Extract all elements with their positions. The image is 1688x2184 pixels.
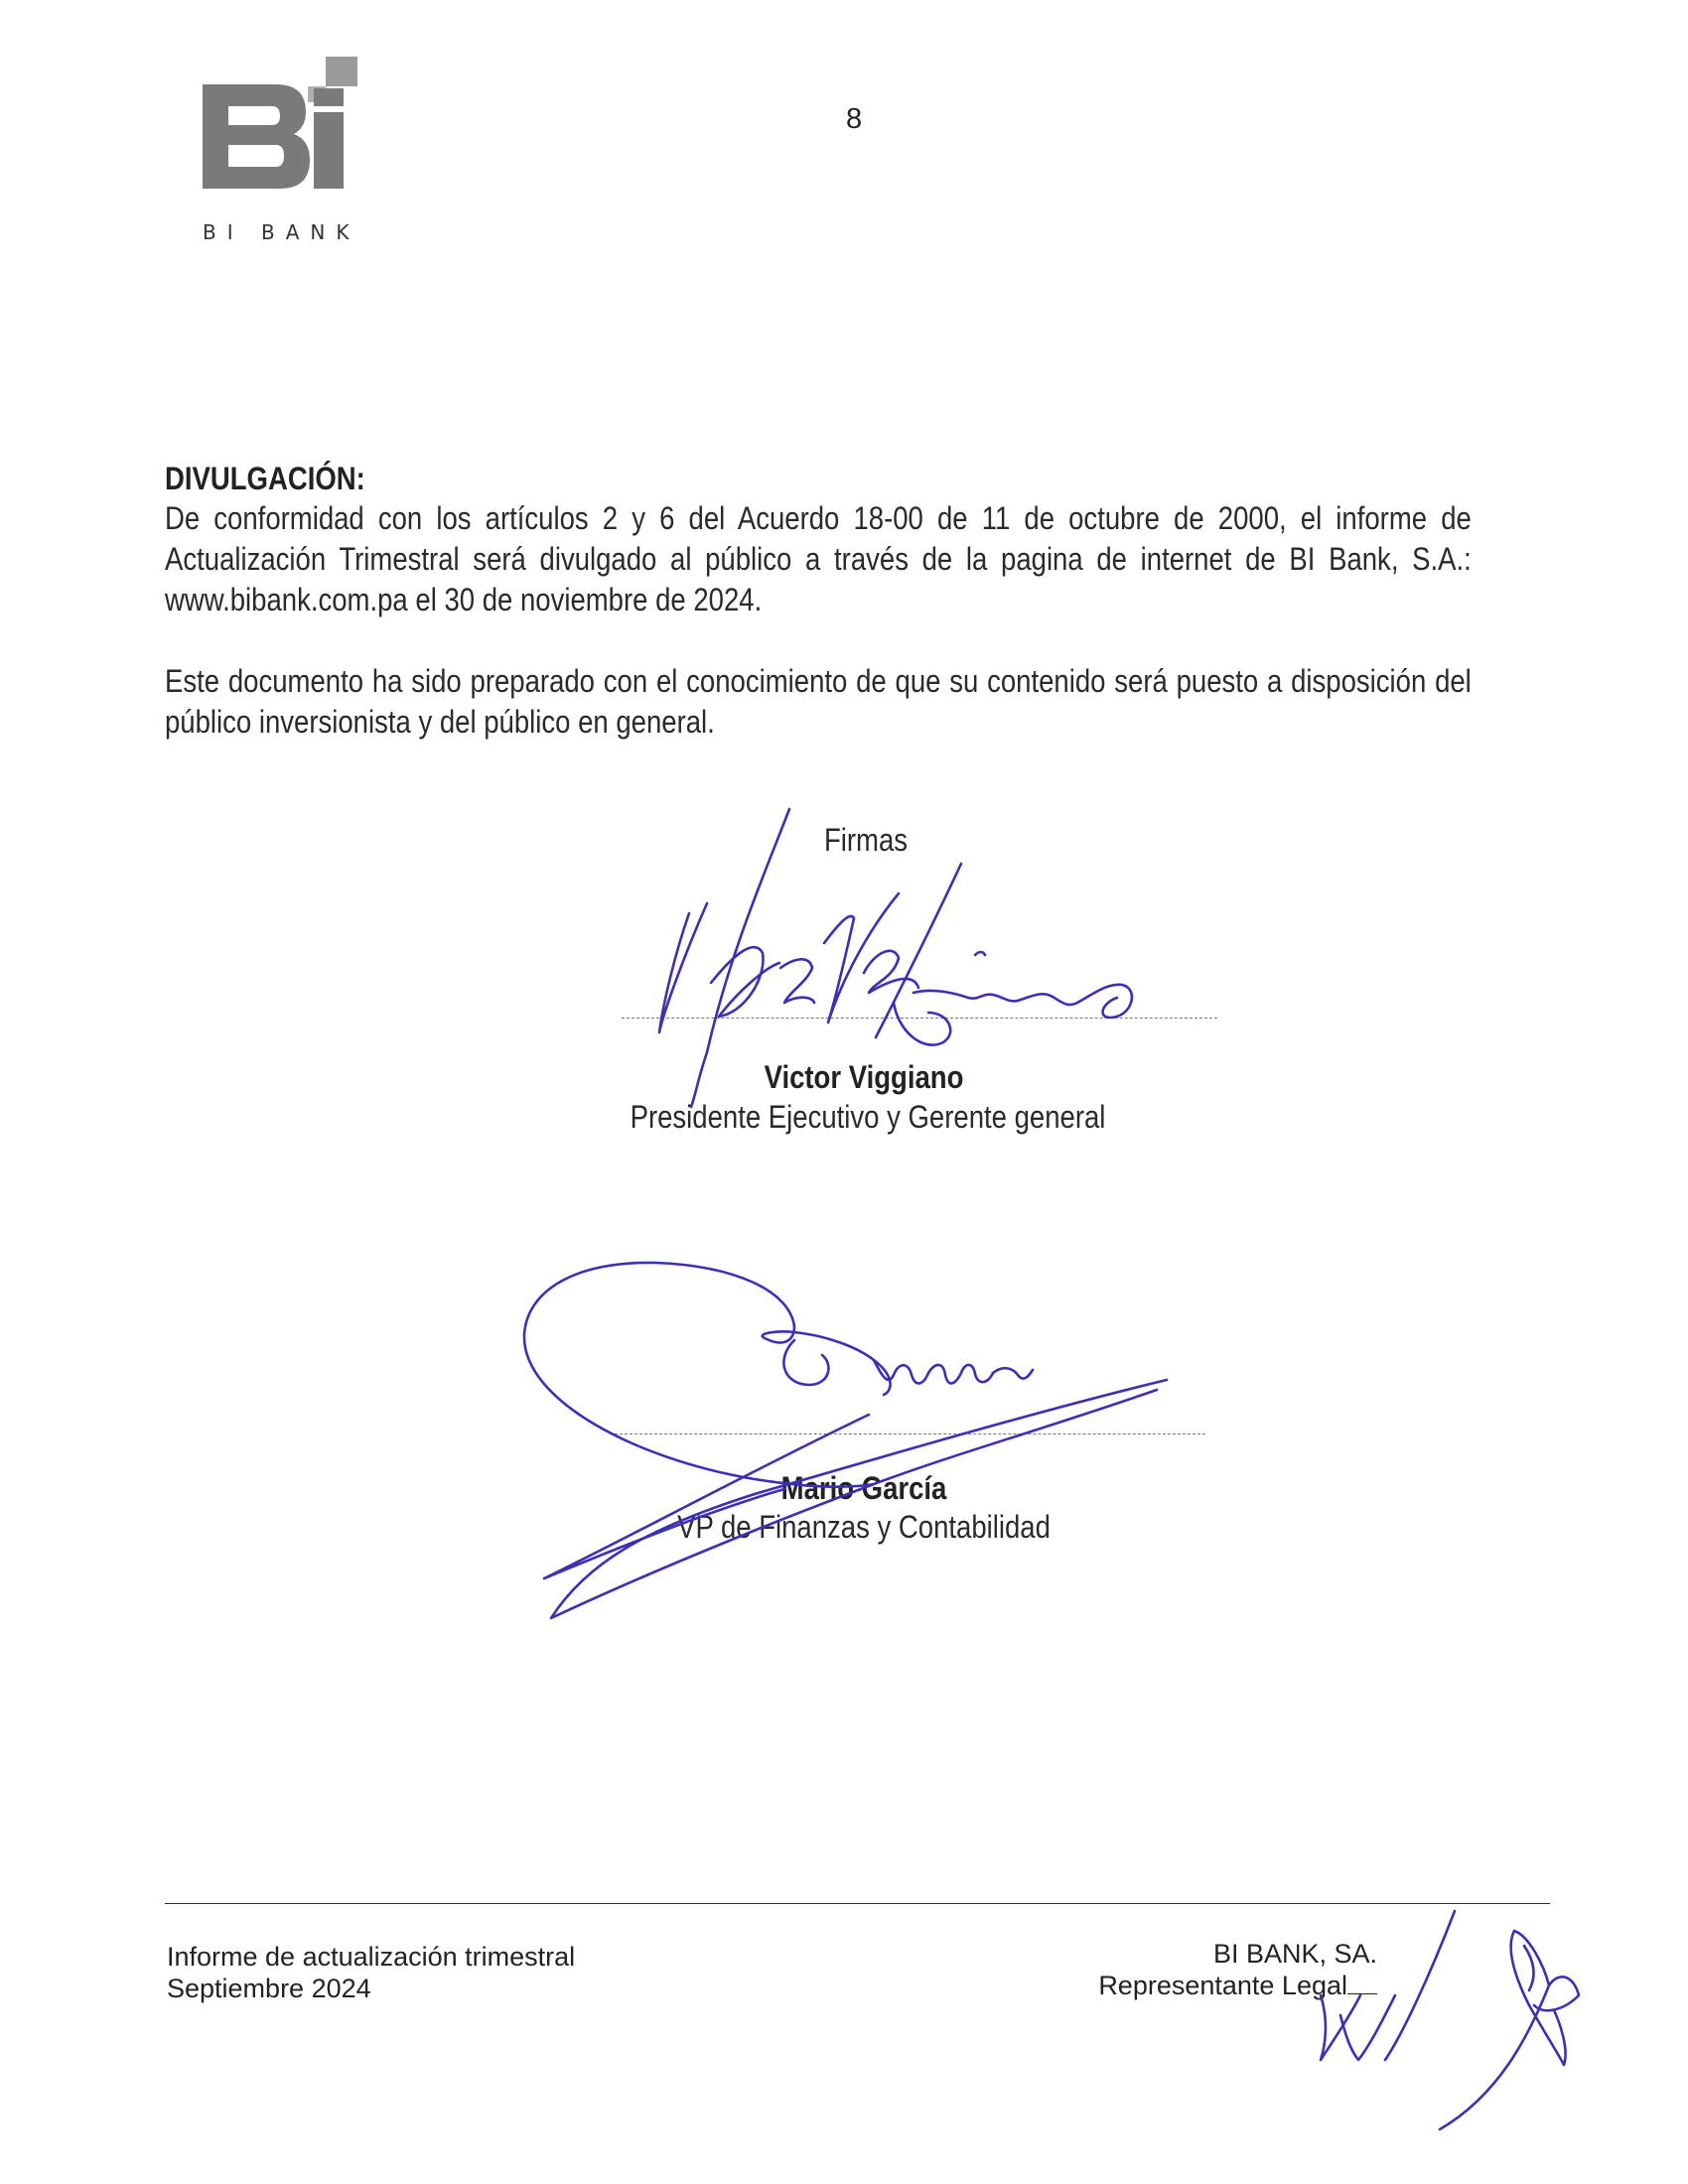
footer-period: Septiembre 2024 bbox=[167, 1974, 371, 2003]
page-number: 8 bbox=[846, 103, 863, 135]
signature-line-1 bbox=[622, 1018, 1217, 1019]
footer-company: BI BANK, SA. bbox=[1212, 1939, 1377, 1969]
signer-2-title: VP de Finanzas y Contabilidad bbox=[677, 1509, 1051, 1545]
footer-legal-rep-label: Representante Legal bbox=[1098, 1971, 1347, 2000]
disclosure-paragraph: De conformidad con los artículos 2 y 6 del Acuerdo 18-00 de 11 de octubre de 2000, el informe de Actualización Trimestral será divulgado al público a través de la pagina de internet de BI Bank, S.A.: www.bibank.com.pa el 30 de noviembre de 2024. bbox=[165, 500, 1472, 617]
footer-report-title: Informe de actualización trimestral bbox=[167, 1942, 576, 1972]
footer-right bbox=[1098, 1938, 1377, 2001]
section-heading: DIVULGACIÓN: bbox=[165, 461, 365, 496]
logo-caption: BI BANK bbox=[203, 220, 360, 244]
availability-paragraph: Este documento ha sido preparado con el conocimiento de que su contenido será puesto a disposición del público inversionista y del público en general. bbox=[165, 663, 1472, 740]
signature-2-ink bbox=[524, 1263, 1167, 1618]
footer-rule bbox=[165, 1903, 1550, 1904]
signer-2-name: Mario García bbox=[780, 1470, 947, 1506]
signer-1-name: Victor Viggiano bbox=[764, 1059, 964, 1095]
footer-legal-rep bbox=[1098, 1970, 1377, 2001]
signatures-label: Firmas bbox=[823, 822, 909, 858]
signer-1-title: Presidente Ejecutivo y Gerente general bbox=[630, 1099, 1106, 1135]
signature-line-2 bbox=[610, 1433, 1205, 1434]
footer-left bbox=[167, 1941, 575, 2004]
